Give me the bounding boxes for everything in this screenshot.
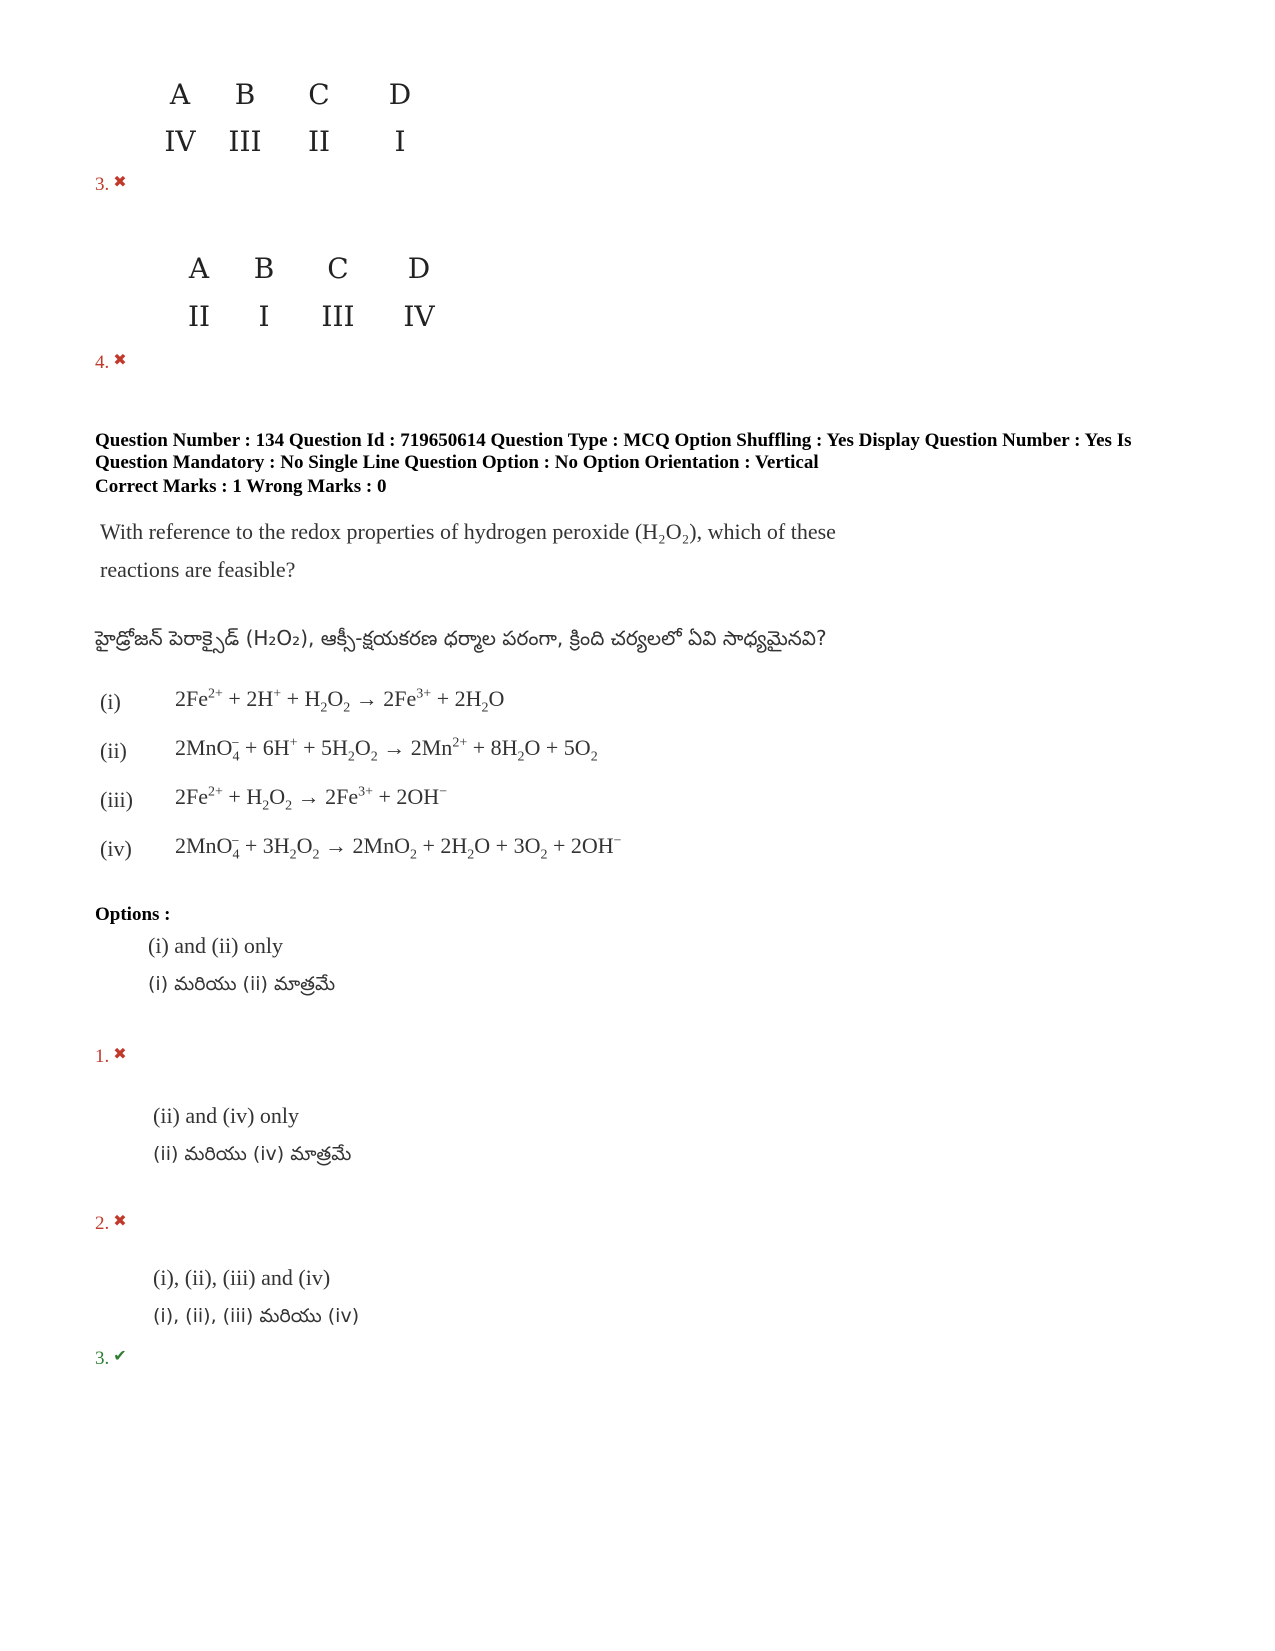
question-meta-line1: Question Number : 134 Question Id : 719650614 Question Type : MCQ Option Shuffling : Yes Display Question Number : Yes Is [95,430,1132,451]
table-header: A [188,252,210,285]
question-meta-line2: Question Mandatory : No Single Line Question Option : No Option Orientation : Vertical [95,452,819,473]
reaction-equation: $2Fe^{2+} + H_2O_2 \to 2Fe^{3+} + 2OH^-$ [175,784,448,814]
cross-icon: ✖ [113,1213,127,1230]
table-cell: I [258,300,270,333]
table-cell: III [321,300,355,333]
check-icon: ✔ [113,1348,127,1365]
option-1-text-telugu: (i) మరియు (ii) మాత్రమే [148,973,336,995]
table-cell: III [228,125,262,158]
reaction-label: (ii) [100,738,127,763]
cross-icon: ✖ [113,174,127,191]
question-meta [95,430,1205,474]
option-3-text-telugu: (i), (ii), (iii) మరియు (iv) [153,1305,360,1327]
table-cell: II [307,125,331,158]
cross-icon: ✖ [113,1046,127,1063]
option-number-label: 2. [95,1213,110,1234]
reaction-label: (iv) [100,836,132,861]
question-text-telugu: హైడ్రోజన్ పెరాక్సైడ్ (H₂O₂), ఆక్సీ-క్షయకరణ ధర్మాల పరంగా, క్రింది చర్యలలో ఏవి సాధ్యమైనవి? [95,626,827,650]
table-header: D [388,78,412,111]
table-header: A [169,78,191,111]
reaction-equation: $2MnO_4^- + 3H_2O_2 \to 2MnO_2 + 2H_2O + 3O_2 + 2OH^-$ [175,833,622,863]
option-number-3-prev [95,172,127,196]
options-heading: Options : [95,904,171,925]
table-header: C [308,78,330,111]
option-number-4-prev [95,350,127,374]
option-number-label: 3. [95,1348,110,1369]
table-header: D [407,252,431,285]
reaction-label: (iii) [100,787,133,812]
reaction-equation: $2MnO_4^- + 6H^+ + 5H_2O_2 \to 2Mn^{2+} + 8H_2O + 5O_2$ [175,735,598,765]
option-3-number[interactable] [95,1346,127,1370]
table-cell: IV [403,300,435,333]
option-number-label: 3. [95,174,110,195]
table-cell: I [394,125,406,158]
table-header: B [234,78,256,111]
cross-icon: ✖ [113,352,127,369]
table-header: B [253,252,275,285]
option-1-text-english: (i) and (ii) only [148,933,284,958]
option-number-label: 1. [95,1046,110,1067]
table-cell: IV [164,125,196,158]
question-text-english-line1: With reference to the redox properties of hydrogen peroxide (H₂O₂), which of these [100,519,836,544]
reaction-equation: $2Fe^{2+} + 2H^+ + H_2O_2 \to 2Fe^{3+} + 2H_2O$ [175,686,505,716]
option-number-label: 4. [95,352,110,373]
option-2-number[interactable] [95,1211,127,1235]
question-text-english-line2: reactions are feasible? [100,557,296,582]
option-2-text-telugu: (ii) మరియు (iv) మాత్రమే [153,1143,352,1165]
marks-info: Correct Marks : 1 Wrong Marks : 0 [95,476,387,497]
option-3-text-english: (i), (ii), (iii) and (iv) [153,1265,331,1290]
option-1-number[interactable] [95,1044,127,1068]
option-2-text-english: (ii) and (iv) only [153,1103,300,1128]
table-cell: II [187,300,211,333]
table-header: C [327,252,349,285]
reaction-label: (i) [100,689,121,714]
